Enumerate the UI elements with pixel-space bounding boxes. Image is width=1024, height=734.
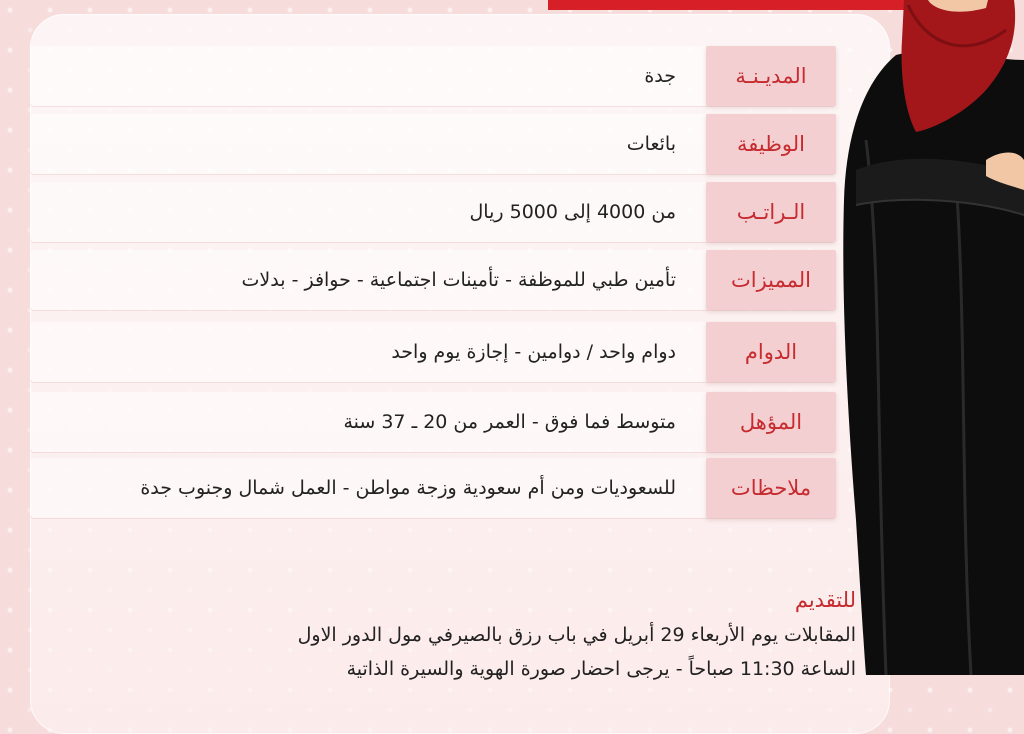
row-label-job: الوظيفة bbox=[706, 114, 836, 174]
row-qualification bbox=[30, 392, 836, 452]
row-city bbox=[30, 46, 836, 106]
row-label-salary: الـراتـب bbox=[706, 182, 836, 242]
apply-line-1: المقابلات يوم الأربعاء 29 أبريل في باب رزق بالصيرفي مول الدور الاول bbox=[297, 624, 856, 646]
row-job bbox=[30, 114, 836, 174]
row-value-benefits: تأمين طبي للموظفة - تأمينات اجتماعية - حوافز - بدلات bbox=[241, 269, 676, 291]
row-benefits bbox=[30, 250, 836, 310]
row-value-notes: للسعوديات ومن أم سعودية وزجة مواطن - العمل شمال وجنوب جدة bbox=[140, 477, 676, 499]
row-value-city: جدة bbox=[644, 65, 676, 87]
apply-line-2: الساعة 11:30 صباحاً - يرجى احضار صورة الهوية والسيرة الذاتية bbox=[346, 658, 856, 680]
row-salary bbox=[30, 182, 836, 242]
row-notes bbox=[30, 458, 836, 518]
row-value-hours: دوام واحد / دوامين - إجازة يوم واحد bbox=[391, 341, 676, 363]
woman-abaya-illustration bbox=[836, 0, 1024, 675]
row-label-qualification: المؤهل bbox=[706, 392, 836, 452]
row-label-notes: ملاحظات bbox=[706, 458, 836, 518]
row-label-city: المديـنـة bbox=[706, 46, 836, 106]
row-value-job: بائعات bbox=[626, 133, 676, 155]
row-label-benefits: المميزات bbox=[706, 250, 836, 310]
apply-title: للتقديم bbox=[794, 588, 856, 612]
row-value-salary: من 4000 إلى 5000 ريال bbox=[469, 201, 676, 223]
row-label-hours: الدوام bbox=[706, 322, 836, 382]
row-hours bbox=[30, 322, 836, 382]
row-value-qualification: متوسط فما فوق - العمر من 20 ـ 37 سنة bbox=[343, 411, 676, 433]
